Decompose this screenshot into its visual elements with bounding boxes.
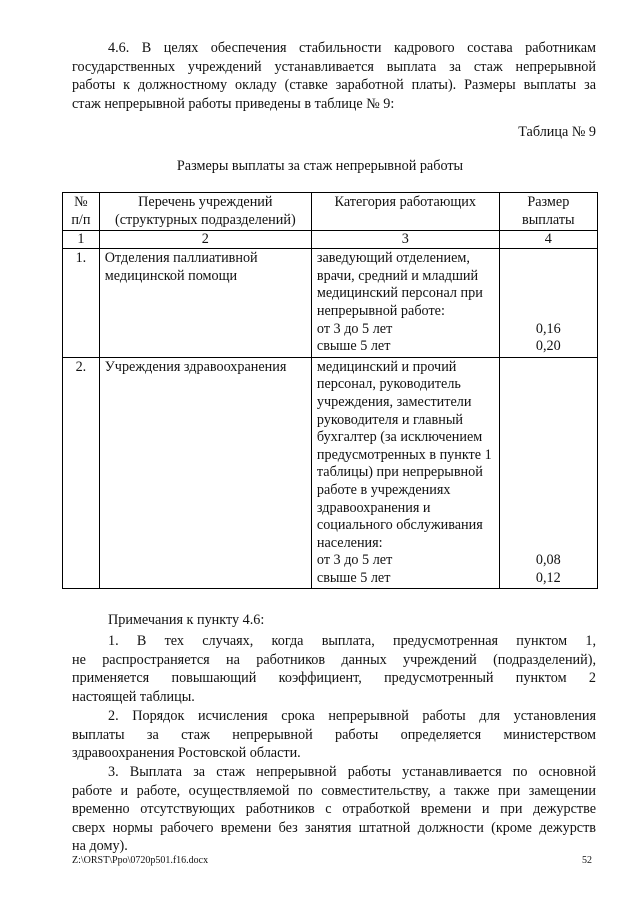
payment-value: 0,20 xyxy=(535,338,561,355)
row-institution: Учреждения здравоохранения xyxy=(99,357,311,589)
row-num: 1. xyxy=(63,249,100,358)
header-num: № п/п xyxy=(63,193,100,231)
table-row xyxy=(63,249,598,358)
intro-line: государственных учреждений устанавливается выплата за стаж непрерывной xyxy=(72,58,596,75)
notes-title: Примечания к пункту 4.6: xyxy=(108,612,265,628)
table-title: Размеры выплаты за стаж непрерывной работы xyxy=(176,158,464,174)
column-number: 4 xyxy=(499,231,597,249)
category-range: свыше 5 лет xyxy=(316,338,391,355)
row-institution: Отделения паллиативной медицинской помощи xyxy=(99,249,311,358)
intro-line: 4.6. В целях обеспечения стабильности кадрового состава работникам xyxy=(108,40,596,56)
footer-file-path: Z:\ORST\Ppo\0720p501.f16.docx xyxy=(72,855,209,866)
payment-value: 0,08 xyxy=(535,552,561,569)
intro-line: работы к должностному окладу (ставке заработной платы). Размеры выплаты за xyxy=(72,77,596,94)
category-range: от 3 до 5 лет xyxy=(316,552,393,569)
category-range: от 3 до 5 лет xyxy=(316,320,393,337)
row-category xyxy=(311,357,499,589)
header-institutions: Перечень учреждений (структурных подразделений) xyxy=(99,193,311,231)
header-category: Категория работающих xyxy=(311,193,499,231)
note-2: 2. Порядок исчисления срока непрерывной работы для установления выплаты за стаж непрерывной работы определяется министерством здравоохранения Ростовской области. xyxy=(72,708,596,762)
row-num: 2. xyxy=(63,357,100,589)
column-number: 2 xyxy=(99,231,311,249)
note-3: 3. Выплата за стаж непрерывной работы устанавливается по основной работе и работе, осуществляемой по совместительству, а также при замещении временно отсутствующих работников с отработкой времени и при дежурстве сверх нормы рабочего времени без занятия штатной должности (кроме дежурств на дому). xyxy=(72,764,596,855)
payment-value: 0,16 xyxy=(535,320,561,337)
header-size: Размер выплаты xyxy=(499,193,597,231)
intro-line: стаж непрерывной работы приведены в таблице № 9: xyxy=(72,95,395,112)
payment-value: 0,12 xyxy=(535,569,561,586)
row-category xyxy=(311,249,499,358)
table-label: Таблица № 9 xyxy=(518,124,596,140)
row-value xyxy=(499,249,597,358)
page-number: 52 xyxy=(582,855,592,866)
table-header-row xyxy=(63,193,598,231)
payment-table xyxy=(62,192,598,589)
category-text: заведующий отделением, врачи, средний и младший медицинский персонал при непрерывной работе: xyxy=(316,250,483,319)
column-number: 3 xyxy=(311,231,499,249)
column-number: 1 xyxy=(63,231,100,249)
row-value xyxy=(499,357,597,589)
category-text: медицинский и прочий персонал, руководитель учреждения, заместители руководителя и главный бухгалтер (за исключением предусмотренных в пункте 1 таблицы) при непрерывной работе в учреждениях здравоохранения и социального обслуживания населения: xyxy=(316,358,492,551)
intro-paragraph xyxy=(72,39,596,113)
column-number-row xyxy=(63,231,598,249)
category-range: свыше 5 лет xyxy=(316,569,391,586)
note-1: 1. В тех случаях, когда выплата, предусмотренная пунктом 1, не распространяется на работников данных учреждений (подразделений), применяется повышающий коэффициент, предусмотренный пунктом 2 настоящей таблицы. xyxy=(72,633,596,705)
table-row xyxy=(63,357,598,589)
